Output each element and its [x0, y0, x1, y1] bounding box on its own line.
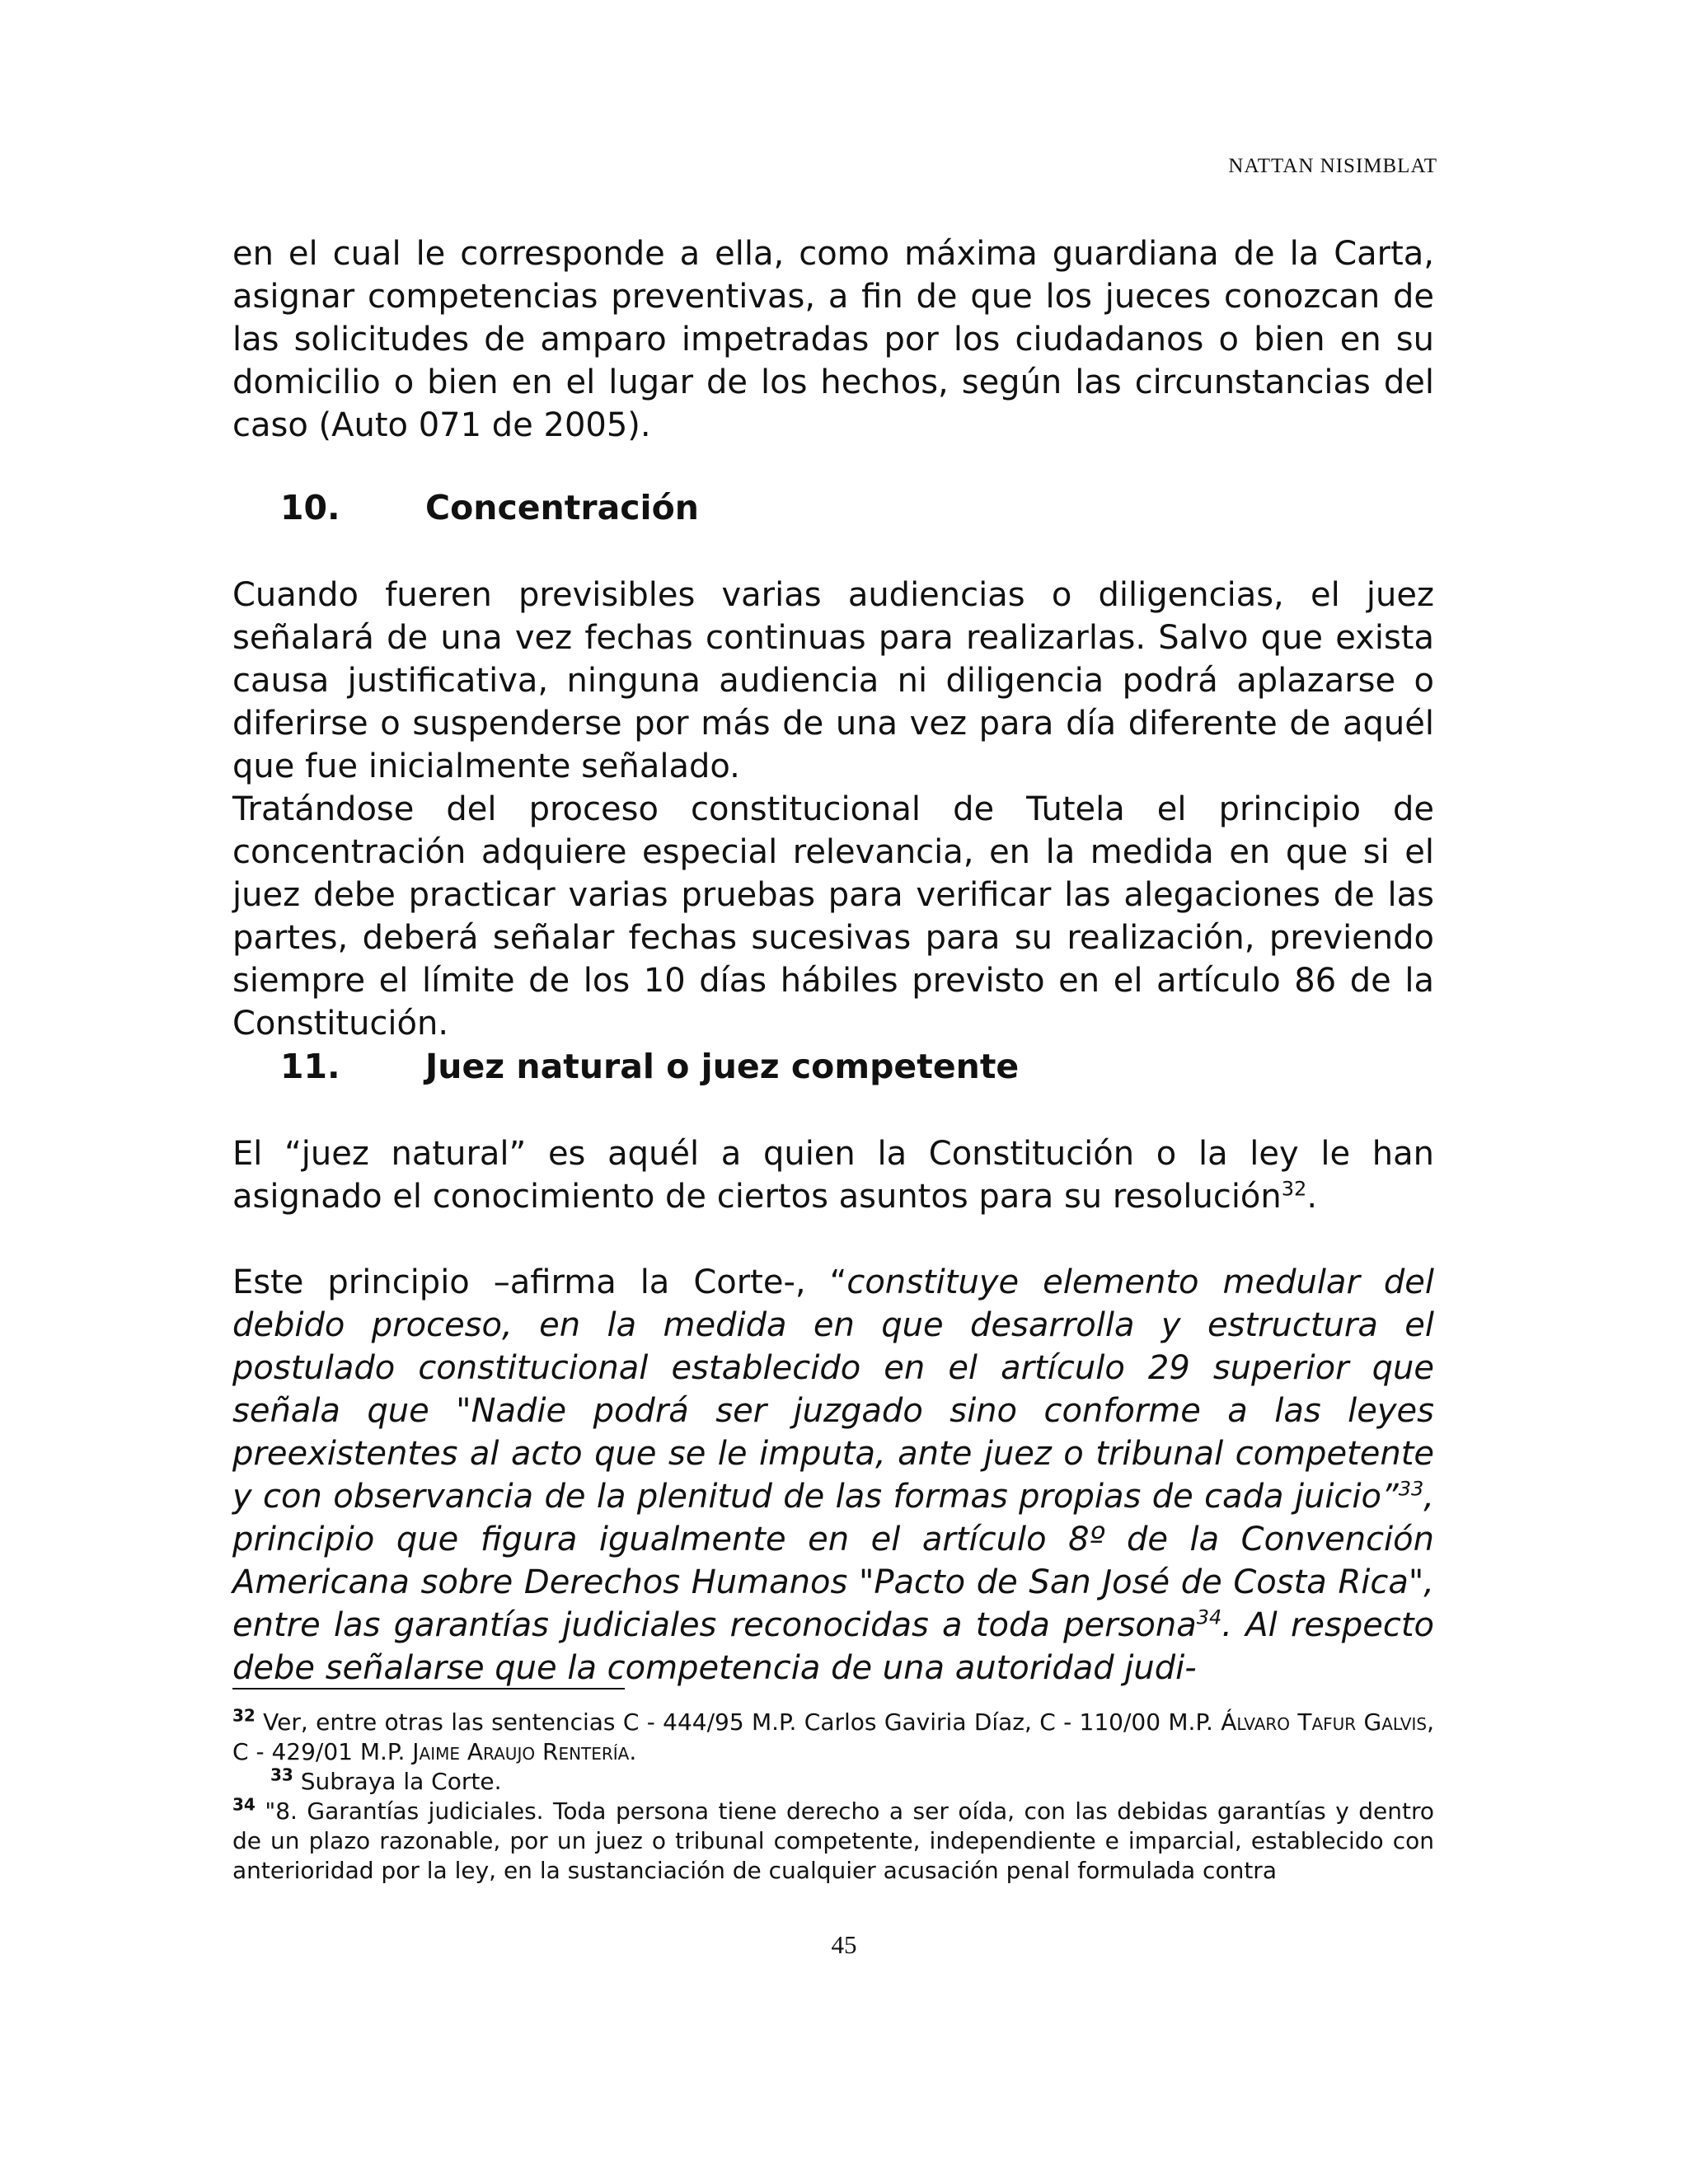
footnote-32 [232, 1705, 1435, 1767]
footnote-mark: 34 [232, 1794, 256, 1815]
quote-lead: Este principio –afirma la Corte-, “ [232, 1263, 847, 1301]
footnote-separator [232, 1688, 625, 1690]
paragraph-tutela: Tratándose del proceso constitucional de Tutela el principio de concentración adquiere especial relevancia, en la medida en que si el juez debe practicar varias pruebas para verificar las alegaciones de las partes, deberá señalar fechas sucesivas para su realización, previendo siempre el límite de los 10 días hábiles previsto en el artículo 86 de la Constitución. [232, 790, 1434, 1043]
quote-italic-1: constituye elemento medular del debido proceso, en la medida en que desarrolla y estructura el postulado constitucional establecido en el artículo 29 superior que señala que "Nadie podrá ser juzgado sino conforme a las leyes preexistentes al acto que se le imputa, ante juez o tribunal competente y con observancia de la plenitud de las formas propias de cada juicio” [232, 1263, 1434, 1516]
footnote-text: "8. Garantías judiciales. Toda persona tiene derecho a ser oída, con las debidas garantías y dentro de un plazo razonable, por un juez o tribunal competente, independiente e imparcial, establecido con anterioridad por la ley, en la sustanciación de cualquier acusación penal formulada contra [232, 1797, 1434, 1884]
paragraph-continuation: en el cual le corresponde a ella, como máxima guardiana de la Carta, asignar competencias preventivas, a fin de que los jueces conozcan de las solicitudes de amparo impetradas por los ciudadanos o bien en su domicilio o bien en el lugar de los hechos, según las circunstancias del caso (Auto 071 de 2005). [232, 235, 1434, 444]
section-number: 10. [280, 488, 340, 527]
paragraph-corte-quote [232, 1261, 1434, 1690]
footnote-mark: 33 [270, 1765, 293, 1785]
quote-italic-2: , principio que figura igualmente en el artículo 8º de la Convención Americana sobre Derechos Humanos "Pacto de San José de Costa Rica", entre las garantías judiciales reconocidas a toda persona [232, 1478, 1434, 1644]
footnote-ref-33[interactable]: 33 [1398, 1477, 1424, 1501]
paragraph-juez-natural [232, 1132, 1434, 1218]
footnote-text: Ver, entre otras las sentencias C - 444/95 M.P. Carlos Gaviria Díaz, C - 110/00 M.P. [255, 1708, 1221, 1736]
section-title: Juez natural o juez competente [425, 1047, 1020, 1086]
footnote-ref-32[interactable]: 32 [1281, 1177, 1307, 1201]
paragraph-end: . [1306, 1178, 1318, 1216]
footnote-ref-34[interactable]: 34 [1196, 1605, 1222, 1629]
paragraph-concentracion: Cuando fueren previsibles varias audiencias o diligencias, el juez señalará de una vez fechas continuas para realizarlas. Salvo que exista causa justificativa, ninguna audiencia ni diligencia podrá aplazarse o diferirse o suspenderse por más de una vez para día diferente de aquél que fue inicialmente señalado. [232, 576, 1434, 785]
quote-italic-3: . Al respecto debe señalarse que la competencia de una autoridad judi- [232, 1606, 1434, 1687]
page-number: 45 [831, 1930, 857, 1959]
section-title: Concentración [425, 488, 699, 527]
footnote-mark: 32 [232, 1705, 256, 1726]
running-header: NATTAN NISIMBLAT [1228, 155, 1437, 177]
footnote-text: . [629, 1738, 637, 1765]
section-heading-10 [280, 488, 699, 527]
footnote-name: Jaime Araujo Rentería [412, 1738, 630, 1765]
footnotes [232, 1705, 1435, 1886]
footnote-text: , C - 429/01 M.P. [232, 1708, 1435, 1765]
section-heading-11 [280, 1047, 1019, 1086]
footnote-33 [232, 1767, 1434, 1797]
footnote-text: Subraya la Corte. [293, 1768, 502, 1795]
section-number: 11. [280, 1047, 340, 1086]
footnote-34 [232, 1794, 1434, 1886]
paragraph-text: El “juez natural” es aquél a quien la Constitución o la ley le han asignado el conocimiento de ciertos asuntos para su resolución [232, 1135, 1434, 1216]
footnote-name: Álvaro Tafur Galvis [1221, 1708, 1428, 1736]
